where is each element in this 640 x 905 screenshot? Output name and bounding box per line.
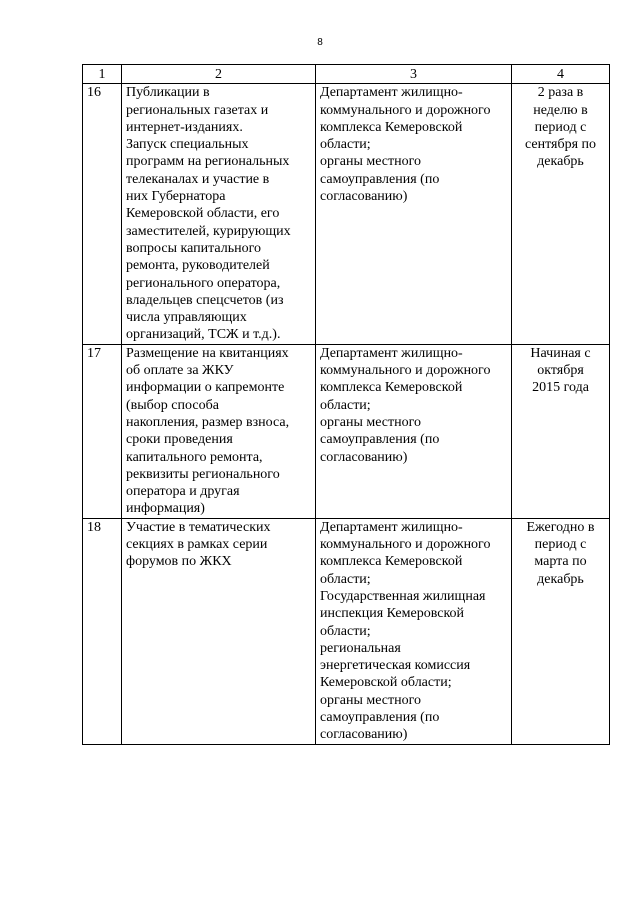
term-cell-line: октября [537,363,584,379]
responsible-cell-line: комплекса Кемеровской [320,380,463,396]
table-row [83,84,610,344]
column-header-3: 3 [316,65,512,84]
event-cell-line: Кемеровской области, его [126,206,280,222]
event-cell-line: форумов по ЖКХ [126,554,232,570]
event-cell-line: вопросы капитального [126,240,261,256]
responsible-cell-line: коммунального и дорожного [320,537,491,553]
event-cell-line: Размещение на квитанциях [126,345,289,361]
term-cell-line: марта по [534,554,587,570]
term-cell-line: 2015 года [532,380,589,396]
event-cell-line: Участие в тематических [126,519,271,535]
responsible-cell-line: согласованию) [320,449,408,465]
row-number: 18 [83,518,122,744]
responsible-cell-line: органы местного [320,692,421,708]
event-cell-line: информация) [126,501,205,517]
event-cell-line: информации о капремонте [126,380,285,396]
responsible-cell [316,84,512,344]
responsible-cell-line: энергетическая комиссия [320,658,471,674]
column-header-2: 2 [122,65,316,84]
responsible-cell-line: Департамент жилищно- [320,85,463,101]
event-cell-line: Запуск специальных [126,137,249,153]
event-cell-line: организаций, ТСЖ и т.д.). [126,327,281,343]
event-cell-line: (выбор способа [126,397,219,413]
responsible-cell-line: комплекса Кемеровской [320,119,463,135]
event-cell-line: капитального ремонта, [126,449,263,465]
event-cell-line: интернет-изданиях. [126,119,243,135]
responsible-cell-line: самоуправления (по [320,709,440,725]
event-cell [122,84,316,344]
responsible-cell-line: коммунального и дорожного [320,102,491,118]
term-cell [512,518,610,744]
table-header-row [83,65,610,84]
event-cell-line: них Губернатора [126,189,226,205]
term-cell-line: декабрь [537,571,584,587]
responsible-cell-line: области; [320,397,371,413]
responsible-cell-line: Государственная жилищная [320,588,486,604]
term-cell-line: сентября по [524,137,597,153]
row-number: 16 [83,84,122,344]
event-cell-line: заместителей, курирующих [126,223,291,239]
event-cell-line: числа управляющих [126,310,247,326]
term-cell-line: Ежегодно в [526,519,595,535]
term-cell-line: неделю в [533,102,588,118]
responsible-cell-line: органы местного [320,154,421,170]
responsible-cell-line: согласованию) [320,189,408,205]
responsible-cell [316,518,512,744]
event-cell-line: телеканалах и участие в [126,171,270,187]
term-cell-line: декабрь [537,154,584,170]
column-header-1: 1 [83,65,122,84]
responsible-cell-line: области; [320,137,371,153]
event-cell-line: реквизиты регионального [126,466,280,482]
responsible-cell-line: самоуправления (по [320,432,440,448]
event-cell-line: владельцев спецсчетов (из [126,292,284,308]
responsible-cell-line: Кемеровской области; [320,675,452,691]
event-cell-line: секциях в рамках серии [126,537,268,553]
responsible-cell-line: региональная [320,640,401,656]
page-number: 8 [317,37,323,48]
row-number: 17 [83,344,122,518]
responsible-cell-line: инспекция Кемеровской [320,606,465,622]
event-cell [122,344,316,518]
event-cell-line: накопления, размер взноса, [126,414,290,430]
event-cell-line: региональных газетах и [126,102,269,118]
term-cell [512,84,610,344]
event-cell-line: программ на региональных [126,154,290,170]
responsible-cell-line: комплекса Кемеровской [320,554,463,570]
responsible-cell-line: органы местного [320,414,421,430]
responsible-cell-line: области; [320,571,371,587]
event-cell-line: оператора и другая [126,484,240,500]
responsible-cell-line: Департамент жилищно- [320,519,463,535]
term-cell-line: период с [534,119,587,135]
event-cell-line: Публикации в [126,85,210,101]
responsible-cell-line: согласованию) [320,727,408,743]
term-cell [512,344,610,518]
event-cell-line: сроки проведения [126,432,233,448]
responsible-cell-line: области; [320,623,371,639]
term-cell-line: 2 раза в [537,85,584,101]
event-cell-line: об оплате за ЖКУ [126,363,234,379]
term-cell-line: период с [534,537,587,553]
responsible-cell-line: коммунального и дорожного [320,363,491,379]
event-cell-line: ремонта, руководителей [126,258,270,274]
responsible-cell-line: Департамент жилищно- [320,345,463,361]
table-row [83,344,610,518]
column-header-4: 4 [512,65,610,84]
responsible-cell-line: самоуправления (по [320,171,440,187]
term-cell-line: Начиная с [530,345,591,361]
events-table [82,64,610,745]
event-cell [122,518,316,744]
table-row [83,518,610,744]
event-cell-line: регионального оператора, [126,275,281,291]
responsible-cell [316,344,512,518]
